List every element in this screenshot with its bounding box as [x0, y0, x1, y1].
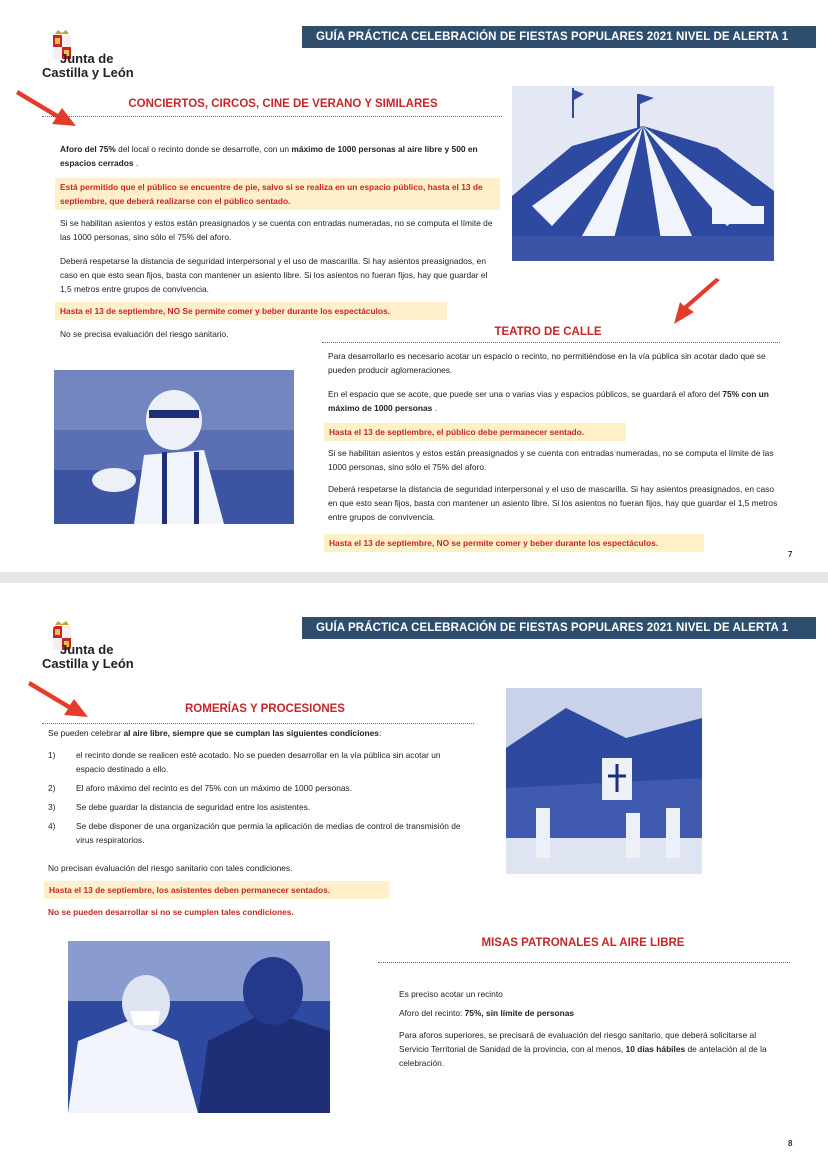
logo-line-2: Castilla y León	[42, 65, 134, 80]
red-arrow-icon	[668, 276, 724, 328]
conciertos-heading: CONCIERTOS, CIRCOS, CINE DE VERANO Y SIMILARES	[128, 98, 438, 110]
logo-line-1: Junta de	[60, 642, 114, 657]
conciertos-highlight-comer: Hasta el 13 de septiembre, NO Se permite comer y beber durante los espectáculos.	[55, 302, 447, 320]
procession-photo	[506, 688, 702, 874]
teatro-distancia: Deberá respetarse la distancia de seguridad interpersonal y el uso de mascarilla. Si hay asientos preasignados, en caso en que esto sean fijos, basta con mantener un asiento libre. Si los asientos no fueran fijos, hay que guardar el 1,5 metros entre grupos de convivencia.	[328, 484, 778, 522]
junta-logo	[42, 32, 152, 88]
misas-aforos-superiores: Para aforos superiores, se precisará de evaluación del riesgo sanitario, que deberá solicitarse al Servicio Territorial de Sanidad de la provincia, con al menos, 10 días hábiles de antelación al de la celebración.	[399, 1030, 767, 1068]
misas-aforo: Aforo del recinto: 75%, sin límite de personas	[399, 1008, 575, 1018]
conciertos-aforo: Aforo del 75% del local o recinto donde se desarrolle, con un máximo de 1000 personas al aire libre y 500 en espacios cerrados .	[60, 144, 478, 168]
condition-number: 4)	[48, 821, 56, 831]
condition-text: el recinto donde se realicen esté acotado. No se pueden desarrollar en la vía pública sin acotar un espacio destinado a ello.	[76, 750, 441, 774]
condition-number: 1)	[48, 750, 56, 760]
romerias-red-note: No se pueden desarrollar si no se cumplen tales condiciones.	[48, 907, 294, 917]
condition-number: 2)	[48, 783, 56, 793]
page-number: 7	[788, 550, 793, 559]
teatro-highlight-comer: Hasta el 13 de septiembre, NO se permite comer y beber durante los espectáculos.	[324, 534, 704, 552]
logo-line-2: Castilla y León	[42, 656, 134, 671]
romerias-rule	[42, 723, 474, 724]
conciertos-highlight-de-pie: Está permitido que el público se encuentre de pie, salvo si se realiza en un espacio público, hasta el 13 de septiembre, que deberá realizarse con el público sentado.	[55, 178, 500, 210]
page-number: 8	[788, 1139, 793, 1148]
misas-rule	[378, 962, 790, 963]
condition-text: Se debe disponer de una organización que permia la aplicación de medias de control de transmisión de virus respiratorios.	[76, 821, 461, 845]
junta-logo	[42, 623, 152, 679]
misas-heading: MISAS PATRONALES AL AIRE LIBRE	[481, 937, 685, 949]
conciertos-no-evaluacion: No se precisa evaluación del riesgo sanitario.	[60, 329, 229, 339]
page-7	[0, 0, 828, 572]
romerias-heading: ROMERÍAS Y PROCESIONES	[185, 703, 345, 715]
teatro-heading: TEATRO DE CALLE	[494, 326, 602, 338]
condition-text: El aforo máximo del recinto es del 75% con un máximo de 1000 personas.	[76, 783, 353, 793]
guide-title-banner: GUÍA PRÁCTICA CELEBRACIÓN DE FIESTAS POPULARES 2021 NIVEL DE ALERTA 1	[302, 26, 816, 48]
conciertos-asientos: Si se habilitan asientos y estos están preasignados y se cuenta con entradas numeradas, no se computa el límite de las 1000 personas, sino sólo el 75% del aforo.	[60, 218, 493, 242]
romerias-conditions	[48, 748, 468, 852]
teatro-highlight-sentado: Hasta el 13 de septiembre, el público debe permanecer sentado.	[324, 423, 626, 441]
teatro-rule	[322, 342, 780, 343]
condition-item	[48, 781, 468, 795]
teatro-aforo: En el espacio que se acote, que puede ser una o varias vias y espacios públicos, se guardará el aforo del 75% con un máximo de 1000 personas .	[328, 389, 769, 413]
logo-line-1: Junta de	[60, 51, 114, 66]
teatro-asientos: Si se habilitan asientos y estos están preasignados y se cuenta con entradas numeradas, no se computa el límite de las 1000 personas, sino sólo el 75% del aforo.	[328, 448, 774, 472]
conciertos-distancia: Deberá respetarse la distancia de seguridad interpersonal y el uso de mascarilla. Si hay asientos preasignados, en caso en que esto sean fijos, basta con mantener un asiento libre. Si los asientos no fueran fijos, hay que guardar el 1,5 metros entre grupos de convivencia.	[60, 256, 488, 294]
boy-performer-photo	[54, 370, 294, 524]
page-8	[0, 583, 828, 1162]
priest-communion-photo	[68, 941, 330, 1113]
condition-item	[48, 748, 468, 776]
condition-number: 3)	[48, 802, 56, 812]
conciertos-rule	[42, 116, 502, 117]
condition-item	[48, 819, 468, 847]
misas-acotar: Es preciso acotar un recinto	[399, 989, 503, 999]
teatro-acotar: Para desarrollarlo es necesario acotar un espacio o recinto, no permitiéndose en la vía pública sin acotar dado que se pueden producir aglomeraciones.	[328, 351, 766, 375]
romerias-highlight-sentados: Hasta el 13 de septiembre, los asistentes deben permanecer sentados.	[44, 881, 389, 899]
guide-title-banner: GUÍA PRÁCTICA CELEBRACIÓN DE FIESTAS POPULARES 2021 NIVEL DE ALERTA 1	[302, 617, 816, 639]
condition-text: Se debe guardar la distancia de seguridad entre los asistentes.	[76, 802, 311, 812]
romerias-no-evaluacion: No precisan evaluación del riesgo sanitario con tales condiciones.	[48, 863, 293, 873]
romerias-intro: Se pueden celebrar al aire libre, siempre que se cumplan las siguientes condiciones:	[48, 728, 382, 738]
circus-tent-photo	[512, 86, 774, 261]
condition-item	[48, 800, 468, 814]
